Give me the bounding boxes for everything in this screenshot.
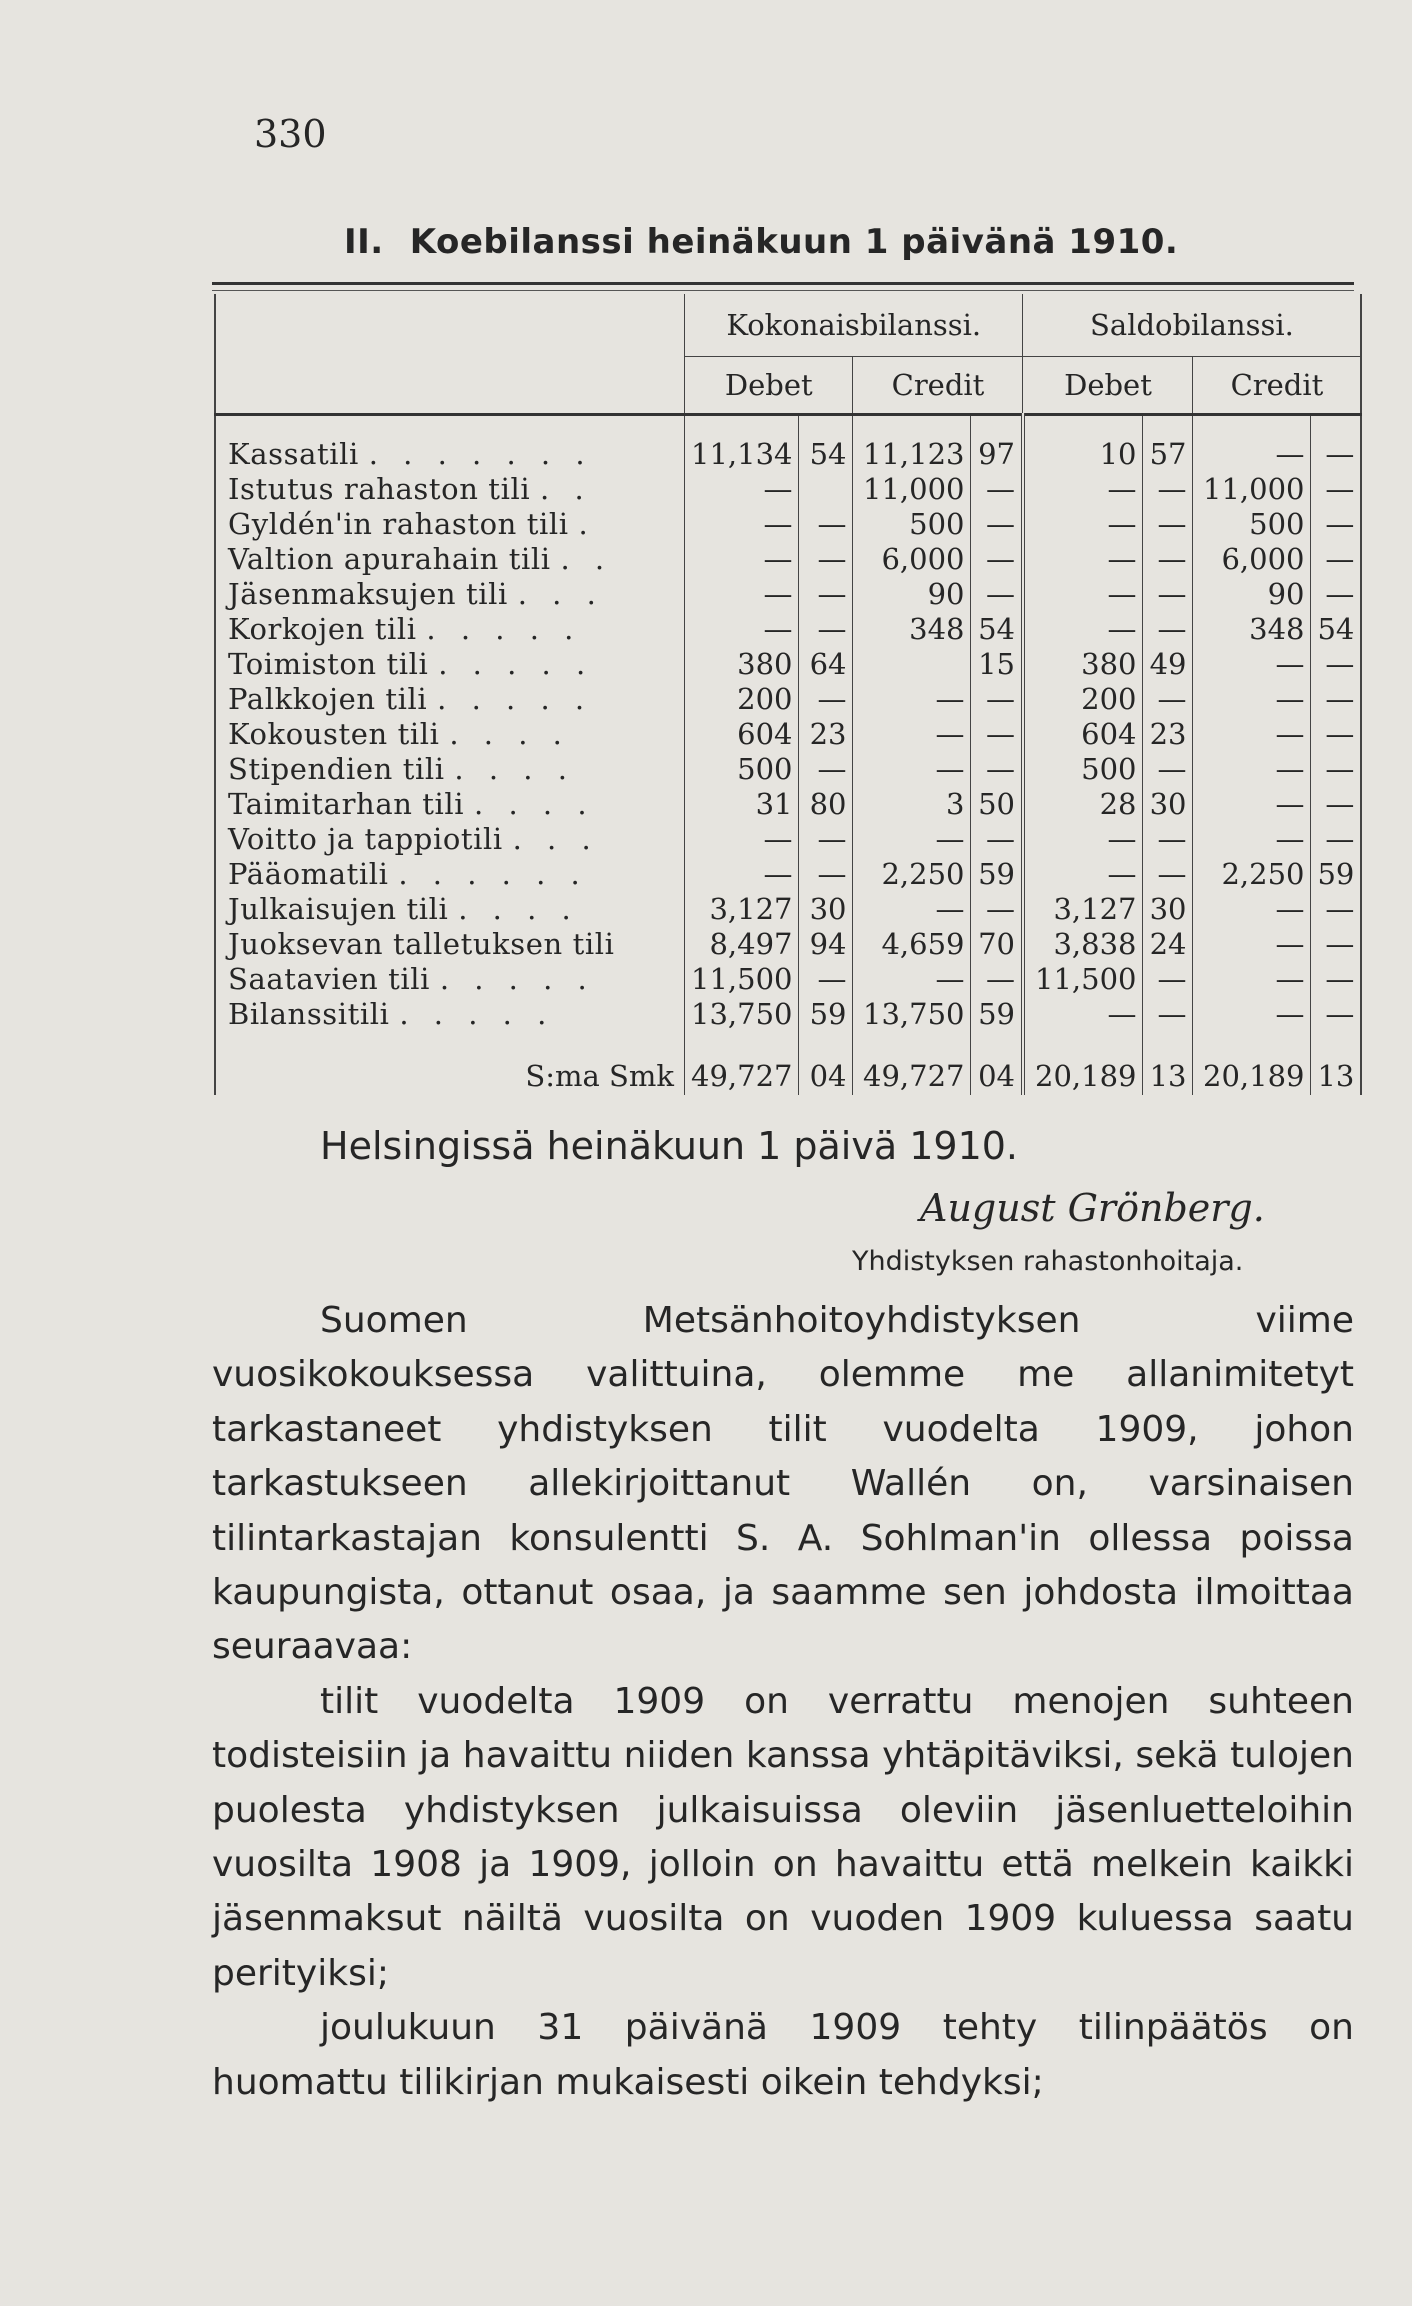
cell-kd: —	[685, 611, 799, 646]
table-row	[215, 576, 1361, 611]
cell-kdc	[799, 471, 853, 506]
cell-sdc: 57	[1143, 436, 1193, 471]
account-label	[215, 926, 685, 961]
cell-kdc: —	[799, 751, 853, 786]
cell-scc: —	[1311, 751, 1361, 786]
cell-kdc: —	[799, 961, 853, 996]
leader-dots: . . . . .	[399, 996, 555, 1031]
group-header-kokonais: Kokonaisbilanssi.	[685, 294, 1023, 357]
account-label	[215, 821, 685, 856]
cell-kdc: 54	[799, 436, 853, 471]
cell-sc: —	[1193, 436, 1311, 471]
paragraph: Suomen Metsänhoitoyhdistyksen viime vuosikokouksessa valittuina, olemme me allanimitetyt tarkastaneet yhdistyksen tilit vuodelta 1909, johon tarkastukseen allekirjoittanut Wallén on, varsinaisen tilintarkastajan konsulentti S. A. Sohlman'in ollessa poissa kaupungista, ottanut osaa, ja saamme sen johdosta ilmoittaa seuraavaa:	[212, 1300, 1354, 1668]
cell-kc: —	[853, 891, 971, 926]
cell-kdc: 23	[799, 716, 853, 751]
account-name: Stipendien tili	[228, 751, 445, 786]
leader-dots: . .	[560, 541, 613, 576]
cell-kcc: 97	[971, 436, 1023, 471]
leader-dots: . . .	[517, 576, 604, 611]
cell-kdc: 30	[799, 891, 853, 926]
cell-kc: 500	[853, 506, 971, 541]
cell-sdc: —	[1143, 996, 1193, 1031]
cell-sc: 90	[1193, 576, 1311, 611]
paragraph: joulukuun 31 päivänä 1909 tehty tilinpäätös on huomattu tilikirjan mukaisesti oikein tehdyksi;	[212, 2007, 1354, 2103]
cell-sd: 11,500	[1023, 961, 1143, 996]
account-name: Voitto ja tappiotili	[228, 821, 503, 856]
cell-scc: 59	[1311, 856, 1361, 891]
cell-scc: —	[1311, 961, 1361, 996]
cell-scc: 54	[1311, 611, 1361, 646]
cell-kdc: —	[799, 821, 853, 856]
table-row	[215, 856, 1361, 891]
account-name: Taimitarhan tili	[228, 786, 465, 821]
cell-sdc: —	[1143, 611, 1193, 646]
cell-kd: 380	[685, 646, 799, 681]
cell-sdc: —	[1143, 856, 1193, 891]
place-date-line: Helsingissä heinäkuun 1 päivä 1910.	[320, 1124, 1019, 1168]
cell-sc: —	[1193, 821, 1311, 856]
cell-kd: 8,497	[685, 926, 799, 961]
account-label	[215, 961, 685, 996]
top-rule-thin	[212, 290, 1354, 291]
account-label	[215, 996, 685, 1031]
cell-kc: 2,250	[853, 856, 971, 891]
table-row	[215, 541, 1361, 576]
cell-kc: 13,750	[853, 996, 971, 1031]
account-label	[215, 611, 685, 646]
cell-kc: —	[853, 821, 971, 856]
cell-sc: 2,250	[1193, 856, 1311, 891]
cell-kdc: —	[799, 611, 853, 646]
cell-kcc: 70	[971, 926, 1023, 961]
cell-scc: —	[1311, 716, 1361, 751]
leader-dots: . . . . .	[438, 646, 594, 681]
account-name: Toimiston tili	[228, 646, 429, 681]
cell-kc: —	[853, 751, 971, 786]
cell-sdc: —	[1143, 471, 1193, 506]
cell-sdc: 23	[1143, 716, 1193, 751]
table-row	[215, 891, 1361, 926]
cell-kd: —	[685, 856, 799, 891]
cell-kcc: 15	[971, 646, 1023, 681]
account-label	[215, 681, 685, 716]
table-row	[215, 751, 1361, 786]
column-header-credit-1: Credit	[853, 357, 1023, 415]
account-label	[215, 471, 685, 506]
section-heading	[344, 222, 1178, 262]
leader-dots: . . . . .	[439, 961, 595, 996]
cell-scc: —	[1311, 506, 1361, 541]
cell-sc: —	[1193, 996, 1311, 1031]
cell-kdc: 64	[799, 646, 853, 681]
cell-scc: —	[1311, 786, 1361, 821]
cell-sd: 200	[1023, 681, 1143, 716]
cell-kd: 31	[685, 786, 799, 821]
sum-label: S:ma Smk	[215, 1057, 685, 1095]
cell-sd: 10	[1023, 436, 1143, 471]
cell-sc: —	[1193, 716, 1311, 751]
leader-dots: . . . .	[474, 786, 595, 821]
sum-kcc: 04	[971, 1057, 1023, 1095]
cell-sd: —	[1023, 506, 1143, 541]
cell-kcc: —	[971, 891, 1023, 926]
cell-scc: —	[1311, 576, 1361, 611]
account-name: Jäsenmaksujen tili	[228, 576, 508, 611]
cell-kc: 11,000	[853, 471, 971, 506]
cell-sdc: 30	[1143, 891, 1193, 926]
cell-kcc: —	[971, 471, 1023, 506]
table-row	[215, 961, 1361, 996]
leader-dots: .	[578, 506, 596, 541]
cell-kd: —	[685, 576, 799, 611]
cell-sdc: —	[1143, 506, 1193, 541]
cell-sd: —	[1023, 576, 1143, 611]
cell-sdc: —	[1143, 681, 1193, 716]
cell-kd: 3,127	[685, 891, 799, 926]
cell-sd: 3,838	[1023, 926, 1143, 961]
top-rule	[212, 282, 1354, 285]
group-header-row	[215, 294, 1361, 357]
leader-dots: . . . . . . .	[368, 436, 593, 471]
cell-kcc: —	[971, 576, 1023, 611]
cell-sdc: —	[1143, 961, 1193, 996]
cell-kdc: —	[799, 576, 853, 611]
cell-scc: —	[1311, 891, 1361, 926]
sum-kd: 49,727	[685, 1057, 799, 1095]
table-row	[215, 996, 1361, 1031]
cell-scc: —	[1311, 926, 1361, 961]
account-name: Kassatili	[228, 436, 359, 471]
account-name: Gyldén'in rahaston tili	[228, 506, 569, 541]
cell-sd: —	[1023, 611, 1143, 646]
cell-kc: 348	[853, 611, 971, 646]
cell-sc: —	[1193, 681, 1311, 716]
table-row	[215, 926, 1361, 961]
signature-name: August Grönberg.	[920, 1186, 1265, 1230]
cell-kd: —	[685, 541, 799, 576]
cell-kdc: —	[799, 506, 853, 541]
cell-kd: 604	[685, 716, 799, 751]
cell-kcc: —	[971, 751, 1023, 786]
group-header-saldo: Saldobilanssi.	[1023, 294, 1361, 357]
cell-kc: 6,000	[853, 541, 971, 576]
cell-scc: —	[1311, 821, 1361, 856]
cell-kcc: 50	[971, 786, 1023, 821]
page-number: 330	[254, 112, 327, 156]
cell-sdc: —	[1143, 576, 1193, 611]
cell-kc: 4,659	[853, 926, 971, 961]
cell-scc: —	[1311, 471, 1361, 506]
account-label	[215, 576, 685, 611]
paragraph: tilit vuodelta 1909 on verrattu menojen suhteen todisteisiin ja havaittu niiden kanssa yhtäpitäviksi, sekä tulojen puolesta yhdistyksen julkaisuissa oleviin jäsenluetteloihin vuosilta 1908 ja 1909, jolloin on havaittu että melkein kaikki jäsenmaksut näiltä vuosilta on vuoden 1909 kuluessa saatu perityiksi;	[212, 1680, 1354, 1994]
cell-kdc: —	[799, 856, 853, 891]
account-label	[215, 786, 685, 821]
cell-sd: —	[1023, 821, 1143, 856]
cell-kd: 11,500	[685, 961, 799, 996]
cell-kd: 13,750	[685, 996, 799, 1031]
cell-kc: 90	[853, 576, 971, 611]
account-label	[215, 716, 685, 751]
cell-sc: —	[1193, 786, 1311, 821]
cell-kdc: 80	[799, 786, 853, 821]
account-name: Istutus rahaston tili	[228, 471, 531, 506]
cell-sc: 500	[1193, 506, 1311, 541]
account-label	[215, 751, 685, 786]
account-name: Julkaisujen tili	[228, 891, 449, 926]
account-name: Valtion apurahain tili	[228, 541, 551, 576]
signature-role: Yhdistyksen rahastonhoitaja.	[852, 1246, 1244, 1277]
account-name: Juoksevan talletuksen tili	[228, 926, 615, 961]
cell-sdc: 30	[1143, 786, 1193, 821]
leader-dots: . . . .	[454, 751, 575, 786]
table-row	[215, 506, 1361, 541]
account-name: Saatavien tili	[228, 961, 430, 996]
leader-dots: . . . . . .	[398, 856, 588, 891]
leader-dots: . . . .	[458, 891, 579, 926]
cell-sc: —	[1193, 926, 1311, 961]
cell-kd: —	[685, 821, 799, 856]
column-header-debet-2: Debet	[1023, 357, 1193, 415]
cell-kc: —	[853, 681, 971, 716]
cell-sd: —	[1023, 856, 1143, 891]
cell-kd: —	[685, 471, 799, 506]
table-row	[215, 716, 1361, 751]
cell-kd: 500	[685, 751, 799, 786]
section-title: Koebilanssi heinäkuun 1 päivänä 1910.	[409, 222, 1179, 262]
cell-sd: —	[1023, 471, 1143, 506]
cell-sc: 6,000	[1193, 541, 1311, 576]
table-row	[215, 471, 1361, 506]
cell-sd: 604	[1023, 716, 1143, 751]
account-label	[215, 506, 685, 541]
cell-kcc: 59	[971, 856, 1023, 891]
sum-kdc: 04	[799, 1057, 853, 1095]
cell-scc: —	[1311, 646, 1361, 681]
cell-kdc: 59	[799, 996, 853, 1031]
account-label	[215, 646, 685, 681]
account-name: Bilanssitili	[228, 996, 390, 1031]
cell-sdc: —	[1143, 821, 1193, 856]
cell-kc: 11,123	[853, 436, 971, 471]
cell-kcc: —	[971, 541, 1023, 576]
cell-kc: —	[853, 716, 971, 751]
column-header-row	[215, 357, 1361, 415]
cell-kc	[853, 646, 971, 681]
leader-dots: . .	[540, 471, 592, 506]
cell-sd: 380	[1023, 646, 1143, 681]
cell-scc: —	[1311, 541, 1361, 576]
cell-kd: —	[685, 506, 799, 541]
sum-scc: 13	[1311, 1057, 1361, 1095]
cell-sdc: —	[1143, 751, 1193, 786]
account-name: Kokousten tili	[228, 716, 440, 751]
cell-kdc: —	[799, 681, 853, 716]
cell-kcc: —	[971, 961, 1023, 996]
cell-sc: 11,000	[1193, 471, 1311, 506]
sum-sd: 20,189	[1023, 1057, 1143, 1095]
cell-sc: 348	[1193, 611, 1311, 646]
leader-dots: . . . . .	[437, 681, 593, 716]
cell-sdc: 49	[1143, 646, 1193, 681]
cell-sd: 500	[1023, 751, 1143, 786]
table-row	[215, 821, 1361, 856]
cell-kd: 11,134	[685, 436, 799, 471]
cell-sdc: 24	[1143, 926, 1193, 961]
sum-row	[215, 1057, 1361, 1095]
cell-sc: —	[1193, 646, 1311, 681]
cell-sd: —	[1023, 996, 1143, 1031]
cell-kcc: —	[971, 716, 1023, 751]
account-name: Palkkojen tili	[228, 681, 428, 716]
leader-dots: . . . .	[449, 716, 570, 751]
table-row	[215, 786, 1361, 821]
account-name: Pääomatili	[228, 856, 389, 891]
section-numeral: II.	[344, 222, 384, 262]
sum-kc: 49,727	[853, 1057, 971, 1095]
account-label	[215, 891, 685, 926]
cell-scc: —	[1311, 436, 1361, 471]
cell-kc: 3	[853, 786, 971, 821]
account-name: Korkojen tili	[228, 611, 417, 646]
account-label	[215, 856, 685, 891]
cell-kcc: 54	[971, 611, 1023, 646]
cell-sd: 3,127	[1023, 891, 1143, 926]
sum-sc: 20,189	[1193, 1057, 1311, 1095]
cell-kdc: 94	[799, 926, 853, 961]
cell-kcc: —	[971, 506, 1023, 541]
table-row	[215, 611, 1361, 646]
cell-kcc: —	[971, 821, 1023, 856]
cell-kc: —	[853, 961, 971, 996]
cell-kcc: —	[971, 681, 1023, 716]
cell-sc: —	[1193, 891, 1311, 926]
table-row	[215, 436, 1361, 471]
sum-sdc: 13	[1143, 1057, 1193, 1095]
cell-scc: —	[1311, 681, 1361, 716]
cell-sc: —	[1193, 751, 1311, 786]
cell-kcc: 59	[971, 996, 1023, 1031]
table-row	[215, 646, 1361, 681]
trial-balance-table	[214, 294, 1362, 1095]
leader-dots: . . . . .	[426, 611, 582, 646]
body-text	[212, 1294, 1354, 2110]
cell-sdc: —	[1143, 541, 1193, 576]
column-header-credit-2: Credit	[1193, 357, 1361, 415]
account-label	[215, 436, 685, 471]
cell-kd: 200	[685, 681, 799, 716]
cell-sd: —	[1023, 541, 1143, 576]
column-header-debet-1: Debet	[685, 357, 853, 415]
account-label	[215, 541, 685, 576]
cell-scc: —	[1311, 996, 1361, 1031]
table-row	[215, 681, 1361, 716]
cell-kdc: —	[799, 541, 853, 576]
cell-sc: —	[1193, 961, 1311, 996]
cell-sd: 28	[1023, 786, 1143, 821]
leader-dots: . . .	[512, 821, 599, 856]
